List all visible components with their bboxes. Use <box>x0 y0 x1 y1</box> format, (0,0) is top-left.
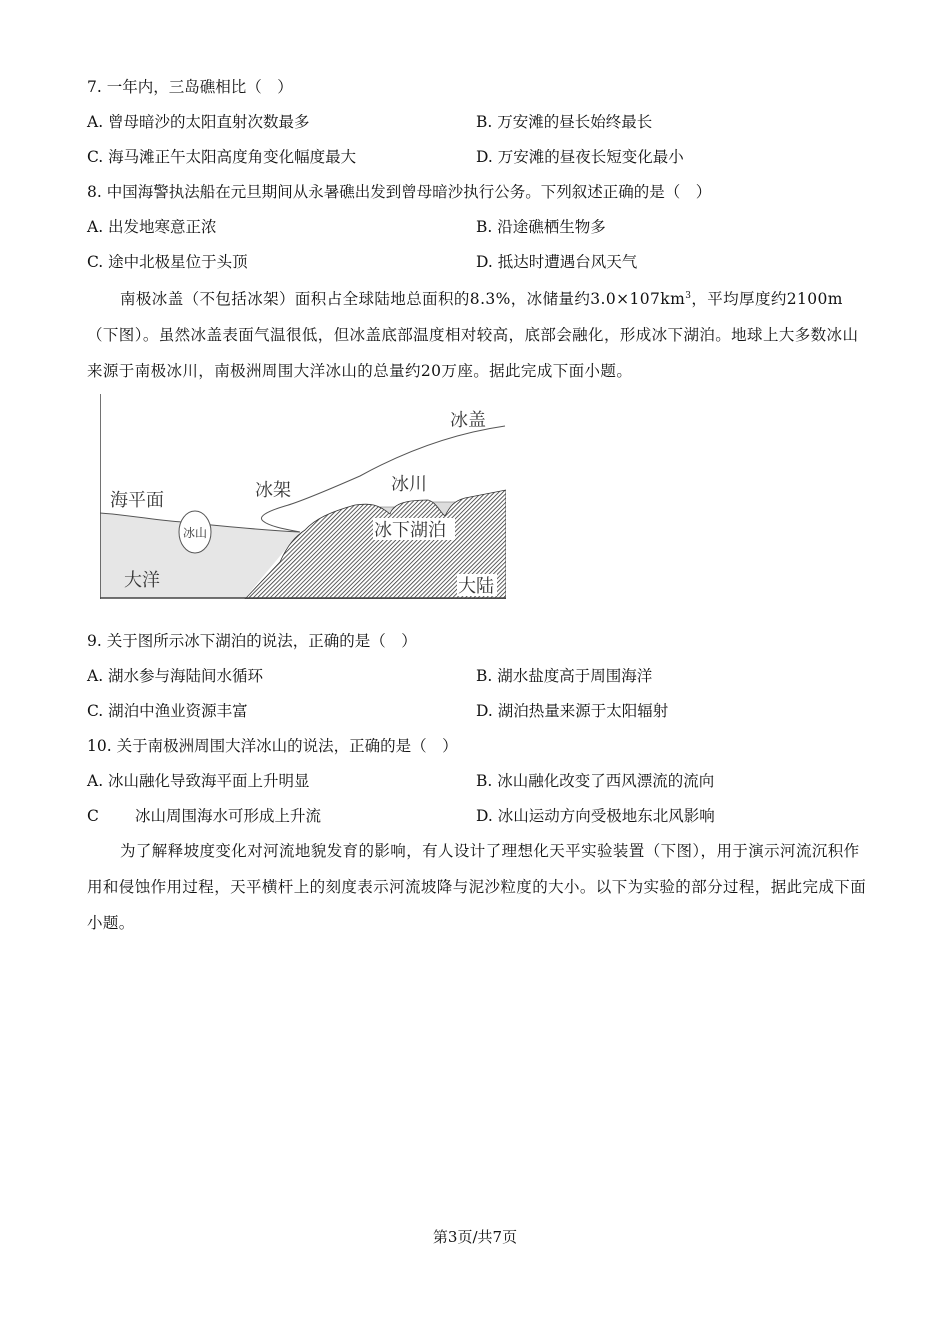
q9-option-d: D. 湖泊热量来源于太阳辐射 <box>476 702 669 720</box>
q8-option-c: C. 途中北极星位于头顶 <box>87 253 248 271</box>
q10-option-c-text: 冰山周围海水可形成上升流 <box>135 807 322 825</box>
q10-option-d: D. 冰山运动方向受极地东北风影响 <box>476 807 715 825</box>
label-glacier: 冰川 <box>391 474 427 495</box>
label-continent: 大陆 <box>458 576 494 597</box>
label-sea-level: 海平面 <box>110 490 164 511</box>
antarctic-ice-diagram <box>100 394 506 599</box>
label-ice-shelf: 冰架 <box>255 480 291 501</box>
q8-option-a: A. 出发地寒意正浓 <box>87 218 217 236</box>
question-7-stem: 7. 一年内，三岛礁相比（ ） <box>87 78 293 96</box>
q7-option-b: B. 万安滩的昼长始终最长 <box>476 113 653 131</box>
q7-option-d: D. 万安滩的昼夜长短变化最小 <box>476 148 684 166</box>
question-10-stem: 10. 关于南极洲周围大洋冰山的说法，正确的是（ ） <box>87 737 458 755</box>
passage-antarctic <box>87 278 867 389</box>
question-8-stem: 8. 中国海警执法船在元旦期间从永暑礁出发到曾母暗沙执行公务。下列叙述正确的是（ ） <box>87 183 712 201</box>
label-ocean: 大洋 <box>124 570 160 591</box>
passage-text-1: 南极冰盖（不包括冰架）面积占全球陆地总面积的8.3%，冰储量约3.0×107km <box>120 290 686 309</box>
q7-option-c: C. 海马滩正午太阳高度角变化幅度最大 <box>87 148 357 166</box>
question-9-stem: 9. 关于图所示冰下湖泊的说法，正确的是（ ） <box>87 632 417 650</box>
q9-option-b: B. 湖水盐度高于周围海洋 <box>476 667 653 685</box>
label-iceberg: 冰山 <box>183 526 208 540</box>
q7-option-a: A. 曾母暗沙的太阳直射次数最多 <box>87 113 310 131</box>
page-number: 第3页/共7页 <box>432 1228 518 1246</box>
q10-option-b: B. 冰山融化改变了西风漂流的流向 <box>476 772 715 790</box>
q8-option-d: D. 抵达时遭遇台风天气 <box>476 253 638 271</box>
superscript: 3 <box>685 291 692 301</box>
q10-option-c-letter: C <box>87 807 99 825</box>
q9-option-c: C. 湖泊中渔业资源丰富 <box>87 702 248 720</box>
label-subglacial-lake: 冰下湖泊 <box>374 520 446 541</box>
passage-river-experiment: 为了解释坡度变化对河流地貌发育的影响，有人设计了理想化天平实验装置（下图），用于演示河流沉积作用和侵蚀作用过程，天平横杆上的刻度表示河流坡降与泥沙粒度的大小。以下为实验的部分过程，据此完成下面小题。 <box>87 842 867 932</box>
q9-option-a: A. 湖水参与海陆间水循环 <box>87 667 264 685</box>
q8-option-b: B. 沿途礁栖生物多 <box>476 218 606 236</box>
label-ice-sheet: 冰盖 <box>450 410 486 431</box>
passage-text-2: ，平均厚度约2100m（下图）。虽然冰盖表面气温很低，但冰盖底部温度相对较高，底部会融化，形成冰下湖泊。地球上大多数冰山来源于南极冰川，南极洲周围大洋冰山的总量约20万座。据此完成下面小题。 <box>87 290 859 381</box>
q10-option-a: A. 冰山融化导致海平面上升明显 <box>87 772 310 790</box>
